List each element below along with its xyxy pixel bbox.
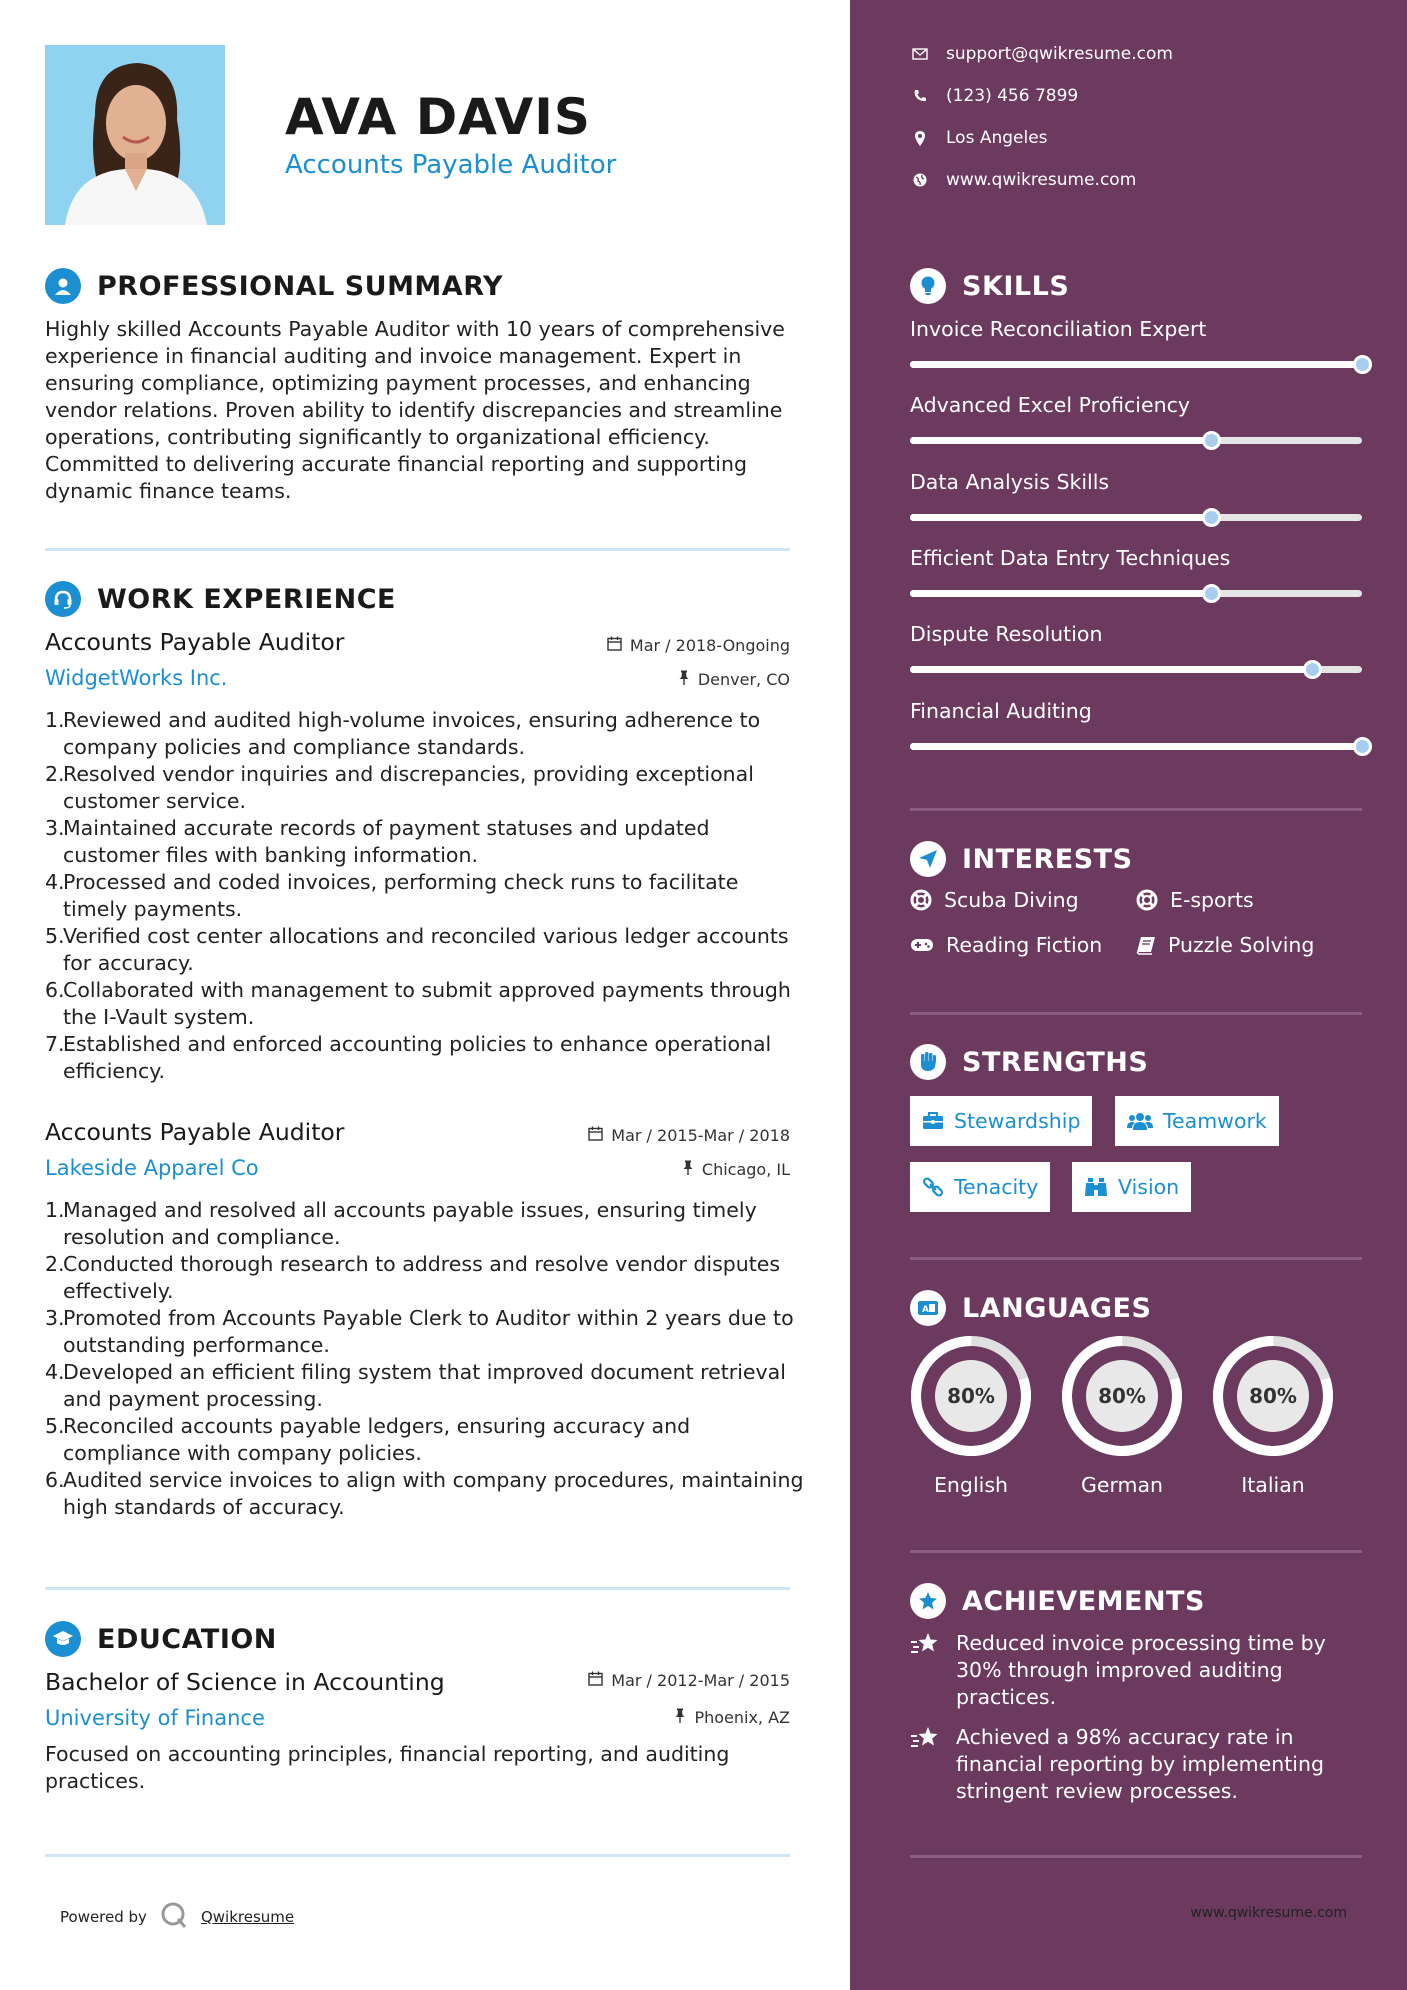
list-item: 2. Conducted thorough research to address and resolve vendor disputes effectively. <box>45 1252 781 1303</box>
skill-bar <box>910 361 1362 368</box>
interest-item <box>910 933 1102 957</box>
job-title: Accounts Payable Auditor <box>45 628 345 656</box>
strength-badge <box>910 1162 1050 1212</box>
languages-title: LANGUAGES <box>962 1292 1152 1324</box>
skill-bar-fill <box>910 361 1362 368</box>
list-item: 6. Collaborated with management to submit approved payments through the I-Vault system. <box>45 978 791 1029</box>
language-item <box>910 1335 1032 1497</box>
strengths-title: STRENGTHS <box>962 1046 1149 1078</box>
achievements-heading <box>910 1583 1205 1619</box>
summary-heading <box>45 268 503 304</box>
list-item: 4. Developed an efficient filing system that improved document retrieval and payment processing. <box>45 1360 786 1411</box>
language-ring <box>1212 1335 1334 1457</box>
job-title: Accounts Payable Auditor <box>45 1118 345 1146</box>
calendar-icon <box>607 636 622 655</box>
binoculars-icon <box>1084 1177 1108 1197</box>
skill-label: Efficient Data Entry Techniques <box>910 546 1231 570</box>
company-name: Lakeside Apparel Co <box>45 1156 259 1180</box>
education-dates-text: Mar / 2012-Mar / 2015 <box>611 1671 790 1690</box>
skill-bar-fill <box>910 743 1362 750</box>
achievement-text: Achieved a 98% accuracy rate in financial reporting by implementing stringent review processes. <box>956 1725 1324 1803</box>
skill-label: Dispute Resolution <box>910 622 1103 646</box>
svg-text:80%: 80% <box>1098 1384 1146 1408</box>
list-item: 5. Verified cost center allocations and reconciled various ledger accounts for accuracy. <box>45 924 789 975</box>
skill-label: Financial Auditing <box>910 699 1092 723</box>
strength-badge <box>1072 1162 1191 1212</box>
skill-bar-knob <box>1353 737 1372 756</box>
strength-label: Stewardship <box>954 1109 1081 1133</box>
achievements-title: ACHIEVEMENTS <box>962 1585 1205 1617</box>
skill-bar <box>910 666 1362 673</box>
profile-photo <box>45 45 225 225</box>
achievement-item <box>910 1630 1370 1711</box>
job-location <box>682 1160 790 1179</box>
education-description: Focused on accounting principles, financial reporting, and auditing practices. <box>45 1742 730 1793</box>
translate-icon <box>910 1290 946 1326</box>
strength-label: Teamwork <box>1163 1109 1267 1133</box>
phone-text: (123) 456 7899 <box>946 86 1079 106</box>
globe-icon <box>910 173 930 187</box>
fist-icon <box>910 1044 946 1080</box>
divider <box>910 1550 1362 1553</box>
skill-bar-fill <box>910 437 1211 444</box>
languages-heading <box>910 1290 1151 1326</box>
pin-icon <box>682 1160 694 1179</box>
graduation-cap-icon <box>45 1621 81 1657</box>
powered-by-label: Powered by <box>60 1908 147 1926</box>
job-dates-text: Mar / 2018-Ongoing <box>629 636 790 655</box>
strength-label: Tenacity <box>954 1175 1039 1199</box>
lifebuoy-icon <box>1136 889 1158 911</box>
interests-title: INTERESTS <box>962 843 1133 875</box>
email-text: support@qwikresume.com <box>946 44 1173 64</box>
divider <box>910 808 1362 811</box>
skill-bar <box>910 514 1362 521</box>
contact-website[interactable] <box>910 170 1136 190</box>
qwikresume-link[interactable]: Qwikresume <box>200 1908 295 1926</box>
divider <box>910 1257 1362 1260</box>
skill-bar-knob <box>1202 584 1221 603</box>
list-item: 4. Processed and coded invoices, performing check runs to facilitate timely payments. <box>45 870 739 921</box>
divider <box>45 548 790 551</box>
skill-bar <box>910 590 1362 597</box>
experience-heading <box>45 581 396 617</box>
strengths-heading <box>910 1044 1148 1080</box>
strength-badge <box>1115 1096 1279 1146</box>
company-name: WidgetWorks Inc. <box>45 666 228 690</box>
list-item: 2. Resolved vendor inquiries and discrepancies, providing exceptional customer service. <box>45 762 754 813</box>
lightbulb-icon <box>910 268 946 304</box>
skills-title: SKILLS <box>962 270 1070 302</box>
interest-item <box>910 888 1079 912</box>
divider <box>910 1855 1362 1858</box>
language-ring <box>1061 1335 1183 1457</box>
summary-title: PROFESSIONAL SUMMARY <box>97 270 504 302</box>
education-dates <box>588 1671 790 1690</box>
job-duties <box>45 707 805 1085</box>
summary-text: Highly skilled Accounts Payable Auditor with 10 years of comprehensive experience in financial auditing and invoice management. Expert in ensuring compliance, optimizing payment processes, and enhancing vendor relations. Proven ability to identify discrepancies and streamline operations, contributing significantly to organizational efficiency. Committed to delivering accurate financial reporting and supporting dynamic finance teams. <box>45 317 785 503</box>
experience-title: WORK EXPERIENCE <box>97 583 396 615</box>
powered-by <box>60 1900 294 1934</box>
language-name: English <box>933 1473 1009 1497</box>
sidebar <box>850 0 1407 1990</box>
education-location-text: Phoenix, AZ <box>694 1708 790 1727</box>
candidate-role: Accounts Payable Auditor <box>285 150 617 180</box>
list-item: 3. Promoted from Accounts Payable Clerk to Auditor within 2 years due to outstanding performance. <box>45 1306 794 1357</box>
headset-icon <box>45 581 81 617</box>
education-title: EDUCATION <box>97 1623 277 1655</box>
contact-phone[interactable] <box>910 86 1078 106</box>
website-text: www.qwikresume.com <box>946 170 1137 190</box>
lifebuoy-icon <box>910 889 932 911</box>
skill-bar-fill <box>910 666 1312 673</box>
book-icon <box>1136 935 1156 955</box>
svg-text:A: A <box>922 1305 929 1315</box>
job-location-text: Denver, CO <box>697 670 790 689</box>
interest-label: Puzzle Solving <box>1168 933 1315 957</box>
education-heading <box>45 1621 277 1657</box>
skills-heading <box>910 268 1069 304</box>
strength-label: Vision <box>1118 1175 1180 1199</box>
interests-heading <box>910 841 1133 877</box>
skill-bar-knob <box>1202 431 1221 450</box>
degree-title: Bachelor of Science in Accounting <box>45 1668 445 1696</box>
user-icon <box>45 268 81 304</box>
job-dates <box>588 1126 790 1145</box>
star-badge-icon <box>910 1583 946 1619</box>
users-icon <box>1127 1112 1153 1130</box>
skill-bar-knob <box>1353 355 1372 374</box>
divider <box>910 1012 1362 1015</box>
skill-bar-knob <box>1202 508 1221 527</box>
school-name: University of Finance <box>45 1706 265 1730</box>
calendar-icon <box>588 1671 603 1690</box>
pin-icon <box>678 670 690 689</box>
list-item: 5. Reconciled accounts payable ledgers, ensuring accuracy and compliance with company policies. <box>45 1414 691 1465</box>
list-item: 1. Reviewed and audited high-volume invoices, ensuring adherence to company policies and compliance standards. <box>45 708 761 759</box>
language-name: Italian <box>1241 1473 1305 1497</box>
skill-bar <box>910 437 1362 444</box>
star-icon <box>910 1630 942 1711</box>
list-item: 3. Maintained accurate records of payment statuses and updated customer files with banking information. <box>45 816 710 867</box>
language-name: German <box>1080 1473 1164 1497</box>
list-item: 6. Audited service invoices to align with company procedures, maintaining high standards of accuracy. <box>45 1468 804 1519</box>
location-text: Los Angeles <box>946 128 1048 148</box>
achievement-text: Reduced invoice processing time by 30% through improved auditing practices. <box>956 1631 1326 1709</box>
achievement-item <box>910 1724 1370 1805</box>
skill-label: Data Analysis Skills <box>910 470 1110 494</box>
skill-bar-fill <box>910 590 1211 597</box>
envelope-icon <box>910 48 930 60</box>
interest-label: Reading Fiction <box>946 933 1103 957</box>
list-item: 1. Managed and resolved all accounts payable issues, ensuring timely resolution and compliance. <box>45 1198 757 1249</box>
skill-bar <box>910 743 1362 750</box>
job-duties <box>45 1197 805 1521</box>
skill-bar-fill <box>910 514 1211 521</box>
language-ring <box>910 1335 1032 1457</box>
interest-label: Scuba Diving <box>944 888 1079 912</box>
candidate-name: AVA DAVIS <box>285 88 591 146</box>
contact-email[interactable] <box>910 44 1173 64</box>
interest-item <box>1136 933 1314 957</box>
interest-item <box>1136 888 1254 912</box>
paper-plane-icon <box>910 841 946 877</box>
strength-badge <box>910 1096 1092 1146</box>
job-location <box>678 670 790 689</box>
divider <box>45 1854 790 1857</box>
job-location-text: Chicago, IL <box>701 1160 790 1179</box>
star-icon <box>910 1724 942 1805</box>
education-location <box>674 1708 790 1727</box>
qwikresume-logo-icon <box>159 1900 189 1934</box>
skill-label: Invoice Reconciliation Expert <box>910 317 1207 341</box>
divider <box>45 1587 790 1590</box>
svg-text:80%: 80% <box>1249 1384 1297 1408</box>
job-dates <box>607 636 790 655</box>
gamepad-icon <box>910 937 934 953</box>
svg-text:80%: 80% <box>947 1384 995 1408</box>
footer-website[interactable]: www.qwikresume.com <box>1190 1905 1347 1921</box>
map-marker-icon <box>910 131 930 146</box>
interest-label: E-sports <box>1170 888 1254 912</box>
language-item <box>1212 1335 1334 1497</box>
phone-icon <box>910 89 930 103</box>
pin-icon <box>674 1708 686 1727</box>
job-dates-text: Mar / 2015-Mar / 2018 <box>611 1126 790 1145</box>
list-item: 7. Established and enforced accounting policies to enhance operational efficiency. <box>45 1032 772 1083</box>
briefcase-icon <box>922 1112 944 1130</box>
skill-label: Advanced Excel Proficiency <box>910 393 1191 417</box>
skill-bar-knob <box>1303 660 1322 679</box>
contact-location <box>910 128 1048 148</box>
link-icon <box>922 1176 944 1198</box>
language-item <box>1061 1335 1183 1497</box>
calendar-icon <box>588 1126 603 1145</box>
